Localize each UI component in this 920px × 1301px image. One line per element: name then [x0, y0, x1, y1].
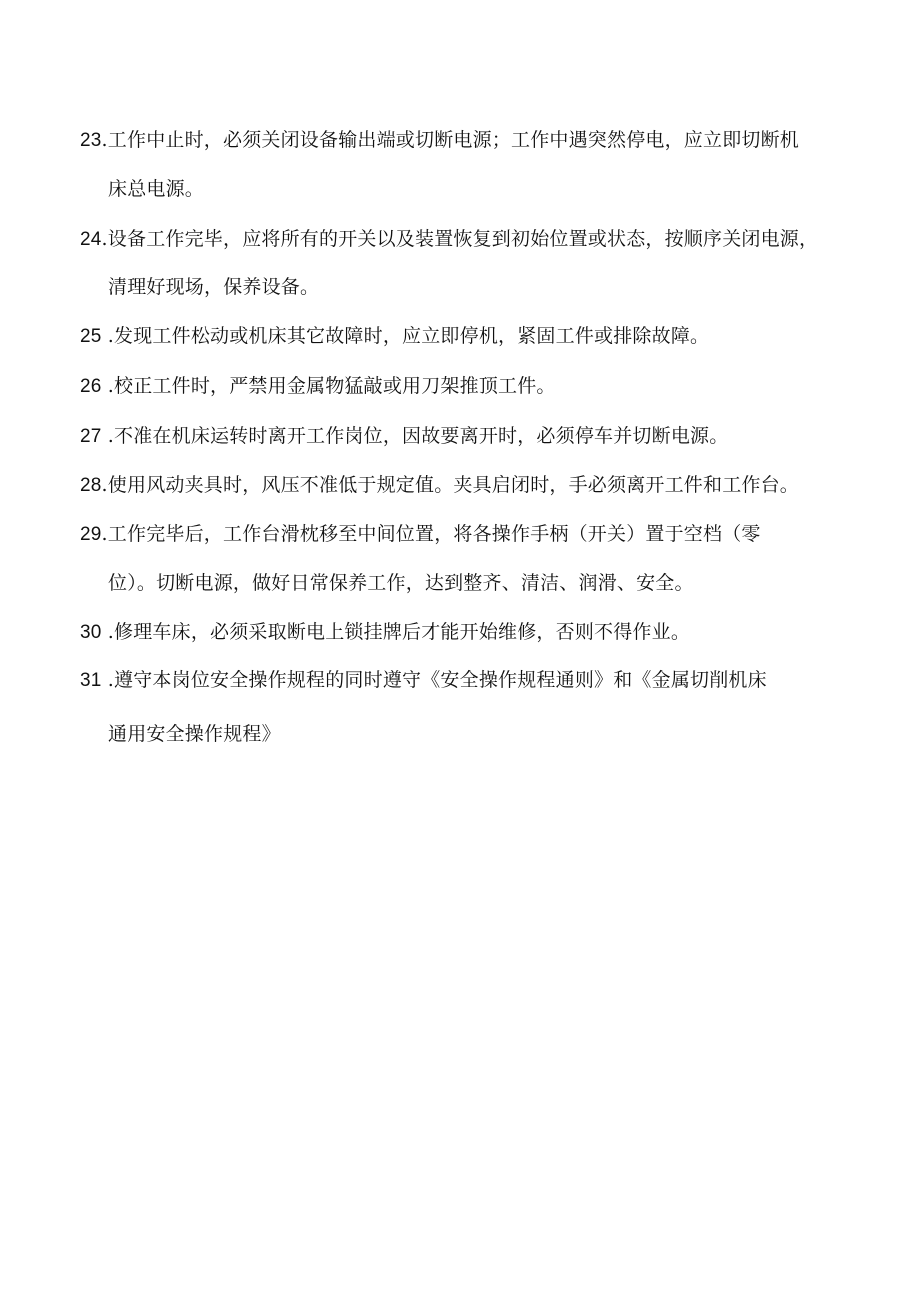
item-text: 工作完毕后，工作台滑枕移至中间位置，将各操作手柄（开关）置于空档（零	[107, 523, 761, 545]
item-number: 28	[80, 475, 102, 496]
list-item-24	[80, 227, 850, 252]
list-item-28	[80, 473, 850, 498]
item-text: 工作中止时，必须关闭设备输出端或切断电源；工作中遇突然停电，应立即切断机	[107, 129, 799, 151]
list-item-23	[80, 128, 850, 153]
item-text: 修理车床，必须采取断电上锁挂牌后才能开始维修，否则不得作业。	[114, 621, 691, 643]
list-item-24-continuation: 清理好现场，保养设备。	[108, 276, 320, 298]
item-number: 30	[80, 622, 102, 643]
item-text: 发现工件松动或机床其它故障时，应立即停机，紧固工件或排除故障。	[114, 325, 710, 347]
item-separator: .	[101, 523, 108, 545]
item-number: 24	[80, 229, 102, 250]
item-text: 设备工作完毕，应将所有的开关以及装置恢复到初始位置或状态，按顺序关闭电源，	[107, 228, 819, 250]
list-item-31	[80, 668, 850, 693]
item-number: 29	[80, 524, 102, 545]
item-text: 不准在机床运转时离开工作岗位，因故要离开时，必须停车并切断电源。	[114, 425, 729, 447]
item-separator: .	[101, 669, 115, 691]
item-separator: .	[101, 129, 108, 151]
item-number: 31	[80, 670, 102, 691]
list-item-23-continuation: 床总电源。	[108, 178, 205, 200]
list-item-25	[80, 324, 850, 349]
item-number: 27	[80, 426, 102, 447]
item-separator: .	[101, 325, 115, 347]
item-text: 遵守本岗位安全操作规程的同时遵守《安全操作规程通则》和《金属切削机床	[114, 669, 767, 691]
item-number: 23	[80, 130, 102, 151]
item-number: 26	[80, 376, 102, 397]
list-item-30	[80, 620, 850, 645]
list-item-26	[80, 374, 850, 399]
item-text: 使用风动夹具时，风压不准低于规定值。夹具启闭时，手必须离开工件和工作台。	[107, 474, 799, 496]
item-text: 校正工件时，严禁用金属物猛敲或用刀架推顶工件。	[114, 375, 556, 397]
list-item-31-continuation: 通用安全操作规程》	[108, 723, 281, 745]
list-item-27	[80, 424, 850, 449]
list-item-29	[80, 522, 850, 547]
item-separator: .	[101, 621, 115, 643]
item-separator: .	[101, 425, 115, 447]
item-separator: .	[101, 375, 115, 397]
item-separator: .	[101, 228, 108, 250]
item-number: 25	[80, 326, 102, 347]
list-item-29-continuation: 位）。切断电源，做好日常保养工作，达到整齐、清洁、润滑、安全。	[108, 572, 694, 594]
item-separator: .	[101, 474, 108, 496]
